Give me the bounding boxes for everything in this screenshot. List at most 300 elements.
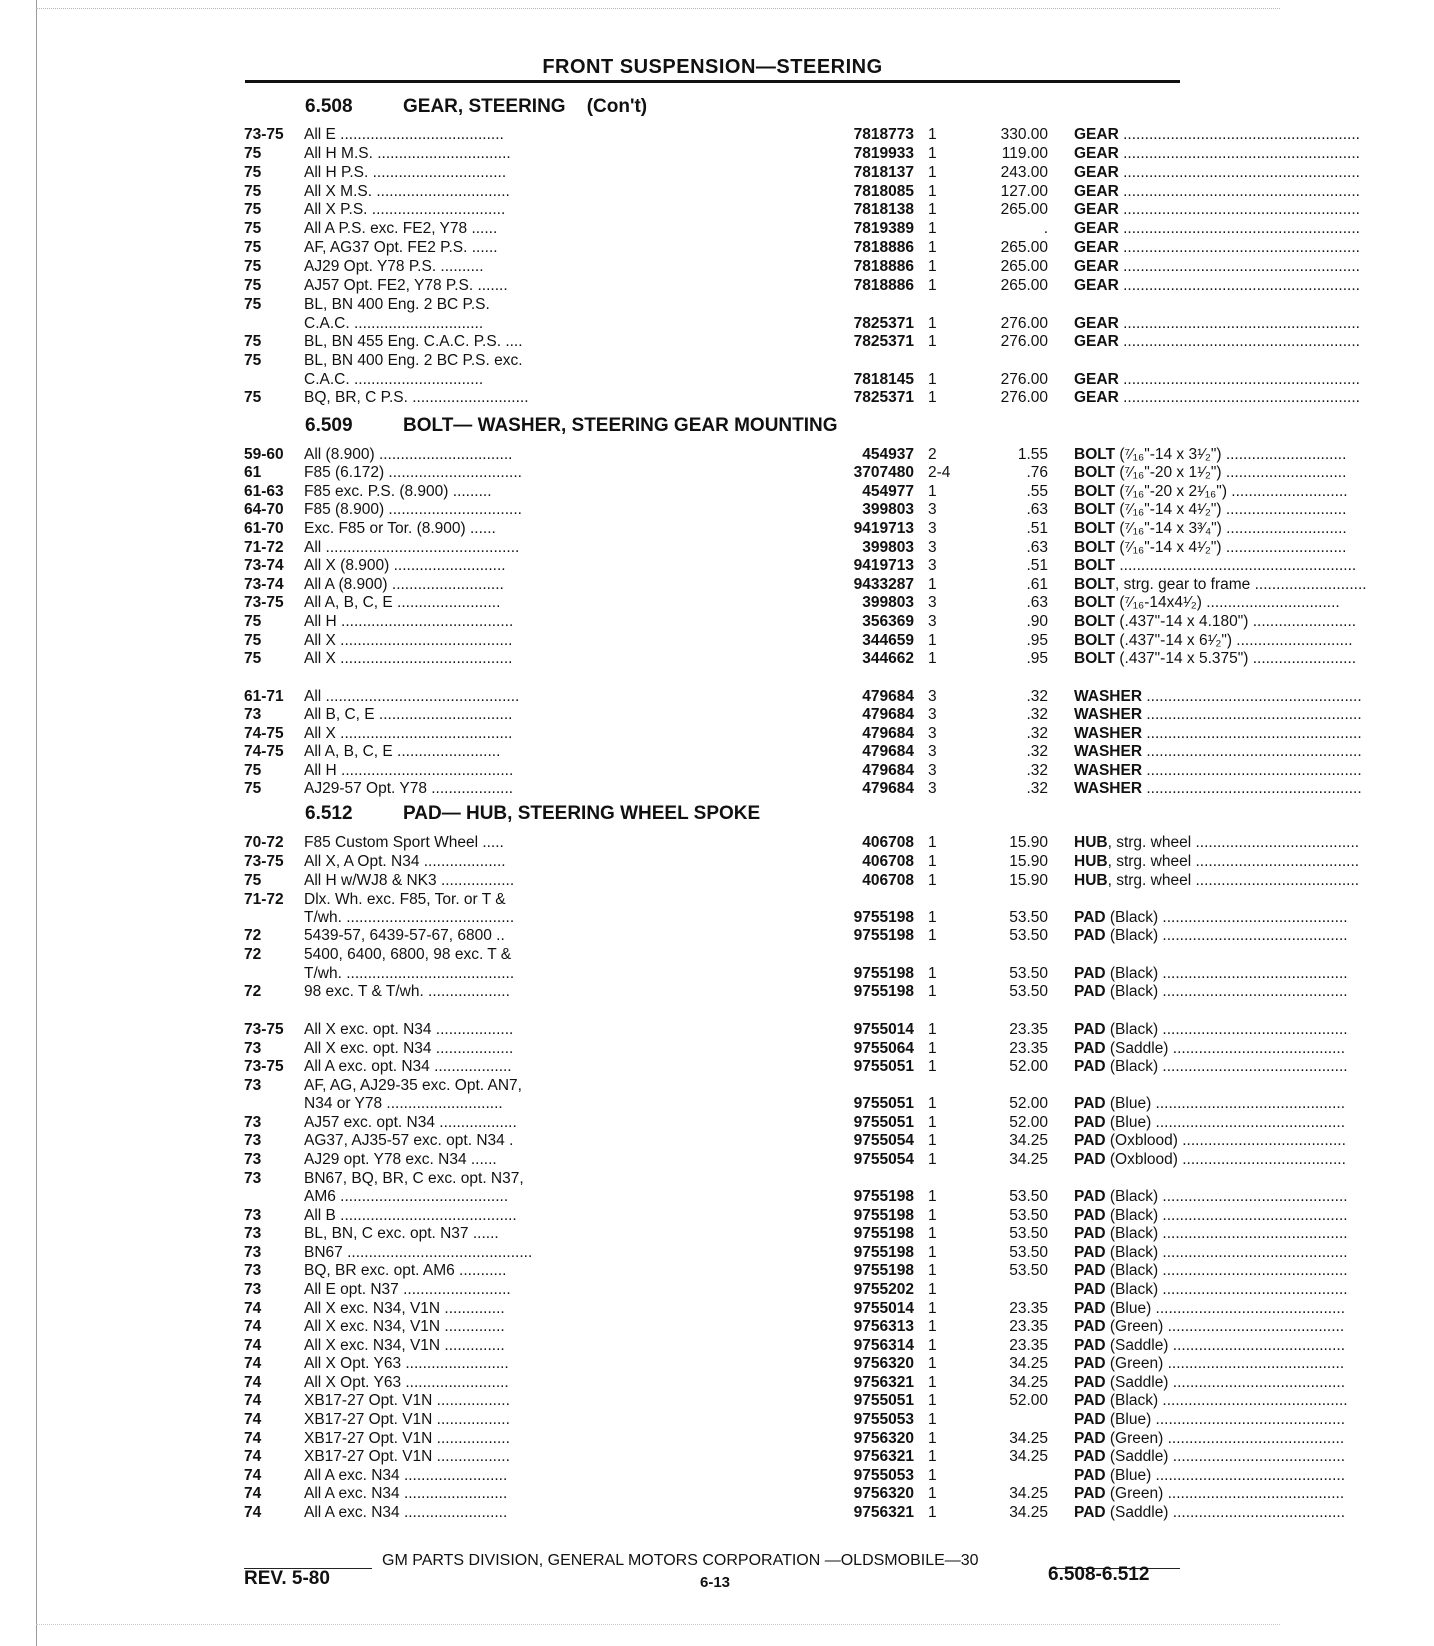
table-row (244, 1225, 1348, 1243)
quantity: 3 (928, 557, 937, 574)
description (1074, 1188, 1434, 1206)
model-year: 73 (244, 706, 262, 723)
price: 276.00 (1000, 389, 1048, 406)
application: All H ........................................ (304, 762, 514, 779)
part-number: 7818137 (853, 164, 914, 181)
part-number: 9755051 (853, 1058, 914, 1075)
model-year: 72 (244, 946, 262, 963)
quantity: 1 (928, 333, 937, 350)
description (1074, 164, 1434, 182)
model-year: 73-74 (244, 557, 284, 574)
item-spec: (Black) ........................................... (1105, 909, 1348, 926)
table-row (244, 927, 1348, 945)
description (1074, 1485, 1434, 1503)
table-row (244, 126, 1360, 144)
application: All A exc. N34 ........................ (304, 1504, 508, 1521)
model-year: 61 (244, 464, 262, 481)
application: Exc. F85 or Tor. (8.900) ...... (304, 520, 496, 537)
model-year: 75 (244, 258, 262, 275)
table-row (244, 1188, 1348, 1206)
item-spec: (Black) ........................................... (1105, 1281, 1348, 1298)
model-year: 75 (244, 762, 262, 779)
spacer (566, 96, 587, 117)
part-number: 9756321 (853, 1448, 914, 1465)
item-name: PAD (1074, 1262, 1106, 1279)
price: .32 (1026, 780, 1048, 797)
application: All A (8.900) .......................... (304, 576, 504, 593)
item-spec: ....................................................... (1118, 220, 1360, 237)
part-number: 9755198 (853, 927, 914, 944)
model-year: 74 (244, 1318, 262, 1335)
quantity: 1 (928, 983, 937, 1000)
description (1074, 1355, 1434, 1373)
part-number: 9433287 (853, 576, 914, 593)
table-row (244, 557, 1357, 575)
part-number: 479684 (862, 780, 914, 797)
description (1074, 965, 1434, 983)
item-spec: (Black) ........................................... (1105, 927, 1348, 944)
item-spec: , strg. wheel ...................................... (1107, 853, 1360, 870)
quantity: 1 (928, 1040, 937, 1057)
description (1074, 145, 1434, 163)
item-name: PAD (1074, 1244, 1106, 1261)
item-spec: (.437"-14 x 4.180") ........................ (1115, 613, 1357, 630)
quantity: 1 (928, 834, 937, 851)
quantity: 1 (928, 1355, 937, 1372)
price: 276.00 (1000, 371, 1048, 388)
quantity: 1 (928, 1021, 937, 1038)
item-name: GEAR (1074, 239, 1119, 256)
description (1074, 464, 1434, 482)
item-spec: .................................................. (1142, 743, 1362, 760)
model-year: 75 (244, 201, 262, 218)
model-year: 73-75 (244, 126, 284, 143)
application: All B, C, E ............................... (304, 706, 513, 723)
quantity: 1 (928, 965, 937, 982)
price: 15.90 (1009, 834, 1048, 851)
price: 265.00 (1000, 258, 1048, 275)
table-row (244, 650, 1357, 668)
description (1074, 725, 1434, 743)
model-year: 73-75 (244, 1021, 284, 1038)
quantity: 1 (928, 1262, 937, 1279)
page-top-edge (36, 8, 1280, 9)
table-row (244, 1095, 1346, 1113)
model-year: 75 (244, 145, 262, 162)
table-row (244, 1355, 1345, 1373)
table-row (244, 965, 1348, 983)
quantity: 1 (928, 1467, 937, 1484)
application: All X, A Opt. N34 ................... (304, 853, 506, 870)
table-row (244, 201, 1360, 219)
price: 23.35 (1009, 1318, 1048, 1335)
description (1074, 1095, 1434, 1113)
section-number: 6.509 (305, 415, 353, 436)
application: All H ........................................ (304, 613, 514, 630)
item-name: PAD (1074, 1132, 1106, 1149)
item-name: HUB (1074, 853, 1108, 870)
price: 23.35 (1009, 1021, 1048, 1038)
model-year: 73-74 (244, 576, 284, 593)
part-number: 9419713 (853, 557, 914, 574)
price: .32 (1026, 688, 1048, 705)
item-spec: (Black) ........................................... (1105, 965, 1348, 982)
model-year: 73 (244, 1170, 262, 1187)
quantity: 1 (928, 201, 937, 218)
application: T/wh. ....................................... (304, 965, 515, 982)
model-year: 72 (244, 983, 262, 1000)
section-number: 6.512 (305, 803, 353, 824)
item-name: BOLT (1074, 501, 1116, 518)
item-name: PAD (1074, 1021, 1106, 1038)
part-number: 7825371 (853, 389, 914, 406)
model-year: 70-72 (244, 834, 284, 851)
item-spec: (Oxblood) ...................................... (1105, 1151, 1346, 1168)
model-year: 73 (244, 1207, 262, 1224)
quantity: 1 (928, 1411, 937, 1428)
table-row (244, 277, 1360, 295)
price: 53.50 (1009, 1188, 1048, 1205)
model-year: 73 (244, 1040, 262, 1057)
table-row (244, 371, 1360, 389)
table-row (244, 389, 1360, 407)
part-number: 479684 (862, 706, 914, 723)
description (1074, 1225, 1434, 1243)
price: 23.35 (1009, 1300, 1048, 1317)
table-row (244, 352, 1186, 370)
part-number: 9755198 (853, 909, 914, 926)
item-spec: (Saddle) ........................................ (1105, 1040, 1346, 1057)
description (1074, 389, 1434, 407)
part-number: 399803 (862, 501, 914, 518)
item-spec: , strg. gear to frame .......................... (1115, 576, 1367, 593)
quantity: 1 (928, 1337, 937, 1354)
application: XB17-27 Opt. V1N ................. (304, 1448, 510, 1465)
quantity: 1 (928, 277, 937, 294)
item-name: WASHER (1074, 706, 1143, 723)
quantity: 1 (928, 1207, 937, 1224)
table-row (244, 333, 1360, 351)
section-suffix: (Con't) (586, 96, 648, 117)
quantity: 1 (928, 1151, 937, 1168)
item-name: PAD (1074, 983, 1106, 1000)
model-year: 74 (244, 1504, 262, 1521)
application: F85 (8.900) ............................... (304, 501, 522, 518)
application: F85 exc. P.S. (8.900) ......... (304, 483, 492, 500)
item-spec: .................................................. (1142, 780, 1362, 797)
item-spec: ....................................................... (1118, 371, 1360, 388)
application: All A, B, C, E ........................ (304, 743, 501, 760)
item-name: PAD (1074, 1207, 1106, 1224)
part-number: 9419713 (853, 520, 914, 537)
description (1074, 1337, 1434, 1355)
item-name: WASHER (1074, 780, 1143, 797)
section-heading (305, 414, 859, 438)
price: 34.25 (1009, 1448, 1048, 1465)
table-row (244, 1374, 1346, 1392)
application: 98 exc. T & T/wh. ................... (304, 983, 510, 1000)
item-spec: (Saddle) ........................................ (1105, 1374, 1346, 1391)
table-row (244, 1448, 1346, 1466)
item-spec: (Green) ......................................... (1105, 1485, 1345, 1502)
part-number: 479684 (862, 762, 914, 779)
table-row (244, 632, 1353, 650)
model-year: 73 (244, 1244, 262, 1261)
application: AF, AG, AJ29-35 exc. Opt. AN7, (304, 1077, 522, 1094)
item-name: PAD (1074, 1114, 1106, 1131)
price: . (1043, 220, 1048, 237)
quantity: 3 (928, 762, 937, 779)
price: .51 (1026, 557, 1048, 574)
part-number: 399803 (862, 539, 914, 556)
price: 34.25 (1009, 1430, 1048, 1447)
item-spec: (Oxblood) ...................................... (1105, 1132, 1346, 1149)
quantity: 3 (928, 706, 937, 723)
item-name: BOLT (1074, 613, 1116, 630)
model-year: 59-60 (244, 446, 284, 463)
part-number: 454977 (862, 483, 914, 500)
part-number: 9755051 (853, 1392, 914, 1409)
quantity: 1 (928, 1504, 937, 1521)
item-spec: (Blue) ............................................ (1105, 1300, 1346, 1317)
item-name: BOLT (1074, 632, 1116, 649)
item-name: PAD (1074, 1355, 1106, 1372)
price: 52.00 (1009, 1058, 1048, 1075)
application: T/wh. ....................................... (304, 909, 515, 926)
quantity: 3 (928, 613, 937, 630)
quantity: 1 (928, 1188, 937, 1205)
part-number: 479684 (862, 725, 914, 742)
item-spec: (Black) ........................................... (1105, 1262, 1348, 1279)
application: BL, BN 400 Eng. 2 BC P.S. exc. (304, 352, 523, 369)
table-row (244, 183, 1360, 201)
quantity: 1 (928, 1095, 937, 1112)
price: .90 (1026, 613, 1048, 630)
price: 276.00 (1000, 315, 1048, 332)
quantity: 1 (928, 389, 937, 406)
application: Dlx. Wh. exc. F85, Tor. or T & (304, 891, 506, 908)
section-title: BOLT— WASHER, STEERING GEAR MOUNTING (403, 415, 838, 436)
model-year: 73 (244, 1262, 262, 1279)
item-spec: (⁷⁄₁₆"-14 x 4¹⁄₂") ............................ (1115, 539, 1347, 556)
item-name: PAD (1074, 1281, 1106, 1298)
quantity: 1 (928, 927, 937, 944)
quantity: 1 (928, 315, 937, 332)
application: All (8.900) ............................... (304, 446, 513, 463)
item-name: PAD (1074, 1448, 1106, 1465)
item-spec: .................................................. (1142, 762, 1362, 779)
price: 34.25 (1009, 1374, 1048, 1391)
description (1074, 780, 1434, 798)
item-name: BOLT (1074, 594, 1116, 611)
item-name: WASHER (1074, 688, 1143, 705)
table-row (244, 1300, 1346, 1318)
item-spec: (Green) ......................................... (1105, 1355, 1345, 1372)
model-year: 75 (244, 333, 262, 350)
section-title: PAD— HUB, STEERING WHEEL SPOKE (403, 803, 761, 824)
table-row (244, 1467, 1346, 1485)
item-name: GEAR (1074, 277, 1119, 294)
page-left-edge (36, 0, 37, 1646)
quantity: 1 (928, 145, 937, 162)
table-row (244, 725, 1362, 743)
running-head: FRONT SUSPENSION—STEERING (542, 56, 883, 78)
model-year: 73-75 (244, 1058, 284, 1075)
section-title: GEAR, STEERING (403, 96, 566, 117)
application: All X ........................................ (304, 725, 513, 742)
description (1074, 983, 1434, 1001)
description (1074, 126, 1434, 144)
item-spec: ....................................................... (1118, 277, 1360, 294)
part-number: 406708 (862, 853, 914, 870)
item-name: PAD (1074, 1225, 1106, 1242)
description (1074, 371, 1434, 389)
application: F85 (6.172) ............................... (304, 464, 522, 481)
table-row (244, 1021, 1348, 1039)
price: 330.00 (1000, 126, 1048, 143)
application: All A exc. N34 ........................ (304, 1485, 508, 1502)
quantity: 3 (928, 520, 937, 537)
application: All X ........................................ (304, 650, 513, 667)
quantity: 1 (928, 853, 937, 870)
model-year: 73 (244, 1151, 262, 1168)
table-row (244, 1411, 1346, 1429)
quantity: 1 (928, 1448, 937, 1465)
model-year: 75 (244, 389, 262, 406)
table-row (244, 164, 1360, 182)
item-name: GEAR (1074, 258, 1119, 275)
page-number: 6-13 (700, 1574, 731, 1591)
model-year: 74 (244, 1374, 262, 1391)
part-number: 9755198 (853, 1244, 914, 1261)
price: .51 (1026, 520, 1048, 537)
description (1074, 539, 1434, 557)
application: AM6 ....................................... (304, 1188, 509, 1205)
application: AJ57 Opt. FE2, Y78 P.S. ....... (304, 277, 508, 294)
quantity: 1 (928, 164, 937, 181)
table-row (244, 834, 1360, 852)
quantity: 1 (928, 1318, 937, 1335)
application: All X Opt. Y63 ........................ (304, 1374, 509, 1391)
application: AJ29 Opt. Y78 P.S. .......... (304, 258, 484, 275)
application: All X exc. opt. N34 .................. (304, 1021, 514, 1038)
application: All H M.S. ............................... (304, 145, 511, 162)
application: XB17-27 Opt. V1N ................. (304, 1430, 510, 1447)
item-name: PAD (1074, 1430, 1106, 1447)
table-row (244, 1281, 1348, 1299)
price: 23.35 (1009, 1040, 1048, 1057)
description (1074, 1374, 1434, 1392)
description (1074, 201, 1434, 219)
part-number: 9756320 (853, 1430, 914, 1447)
table-row (244, 872, 1360, 890)
price: 119.00 (1001, 145, 1048, 162)
price: 276.00 (1000, 333, 1048, 350)
item-spec: .................................................. (1142, 706, 1362, 723)
item-spec: (Black) ........................................... (1105, 1021, 1348, 1038)
description (1074, 909, 1434, 927)
description (1074, 1467, 1434, 1485)
part-number: 344662 (862, 650, 914, 667)
part-number: 7825371 (853, 333, 914, 350)
item-spec: ....................................................... (1118, 201, 1360, 218)
quantity: 1 (928, 1281, 937, 1298)
application: All X (8.900) .......................... (304, 557, 506, 574)
section-heading (305, 802, 781, 826)
application: All E opt. N37 ......................... (304, 1281, 511, 1298)
model-year: 75 (244, 632, 262, 649)
table-row (244, 946, 1186, 964)
item-spec: (Saddle) ........................................ (1105, 1448, 1346, 1465)
item-name: PAD (1074, 1151, 1106, 1168)
table-row (244, 594, 1340, 612)
item-name: PAD (1074, 1467, 1106, 1484)
part-number: 3707480 (853, 464, 914, 481)
item-spec: ....................................................... (1118, 315, 1360, 332)
item-name: PAD (1074, 1504, 1106, 1521)
table-row (244, 706, 1362, 724)
part-number: 9755198 (853, 983, 914, 1000)
description (1074, 743, 1434, 761)
model-year: 73 (244, 1281, 262, 1298)
price: .55 (1026, 483, 1048, 500)
description (1074, 1392, 1434, 1410)
application: All A P.S. exc. FE2, Y78 ...... (304, 220, 498, 237)
model-year: 75 (244, 164, 262, 181)
price: 53.50 (1009, 1207, 1048, 1224)
item-spec: (Black) ........................................... (1105, 1392, 1348, 1409)
table-row (244, 145, 1360, 163)
item-spec: (Black) ........................................... (1105, 1188, 1348, 1205)
table-row (244, 239, 1360, 257)
quantity: 1 (928, 1485, 937, 1502)
application: All X M.S. ............................... (304, 183, 510, 200)
table-row (244, 296, 1186, 314)
item-name: PAD (1074, 1095, 1106, 1112)
price: 265.00 (1000, 201, 1048, 218)
application: XB17-27 Opt. V1N ................. (304, 1392, 510, 1409)
item-name: BOLT (1074, 539, 1116, 556)
footer-publisher: GM PARTS DIVISION, GENERAL MOTORS CORPORATION —OLDSMOBILE—30 (382, 1552, 979, 1569)
application: All H P.S. ............................... (304, 164, 507, 181)
part-number: 7818145 (853, 371, 914, 388)
item-name: PAD (1074, 1337, 1106, 1354)
model-year: 74 (244, 1300, 262, 1317)
description (1074, 706, 1434, 724)
table-row (244, 464, 1347, 482)
application: All ............................................. (304, 688, 520, 705)
spacer (838, 415, 859, 436)
application: BN67, BQ, BR, C exc. opt. N37, (304, 1170, 524, 1187)
item-name: PAD (1074, 1485, 1106, 1502)
part-number: 9756321 (853, 1374, 914, 1391)
item-spec: .................................................. (1142, 688, 1362, 705)
item-spec: ....................................................... (1118, 145, 1360, 162)
table-row (244, 1485, 1345, 1503)
price: 52.00 (1009, 1095, 1048, 1112)
table-row (244, 1151, 1346, 1169)
application: BL, BN 455 Eng. C.A.C. P.S. .... (304, 333, 523, 350)
table-row (244, 613, 1357, 631)
item-spec: (⁷⁄₁₆"-14 x 4¹⁄₂") ............................ (1115, 501, 1347, 518)
part-number: 7819933 (853, 145, 914, 162)
item-name: PAD (1074, 909, 1106, 926)
description (1074, 762, 1434, 780)
item-name: GEAR (1074, 126, 1119, 143)
quantity: 1 (928, 576, 937, 593)
table-row (244, 220, 1360, 238)
item-spec: ....................................................... (1118, 239, 1360, 256)
